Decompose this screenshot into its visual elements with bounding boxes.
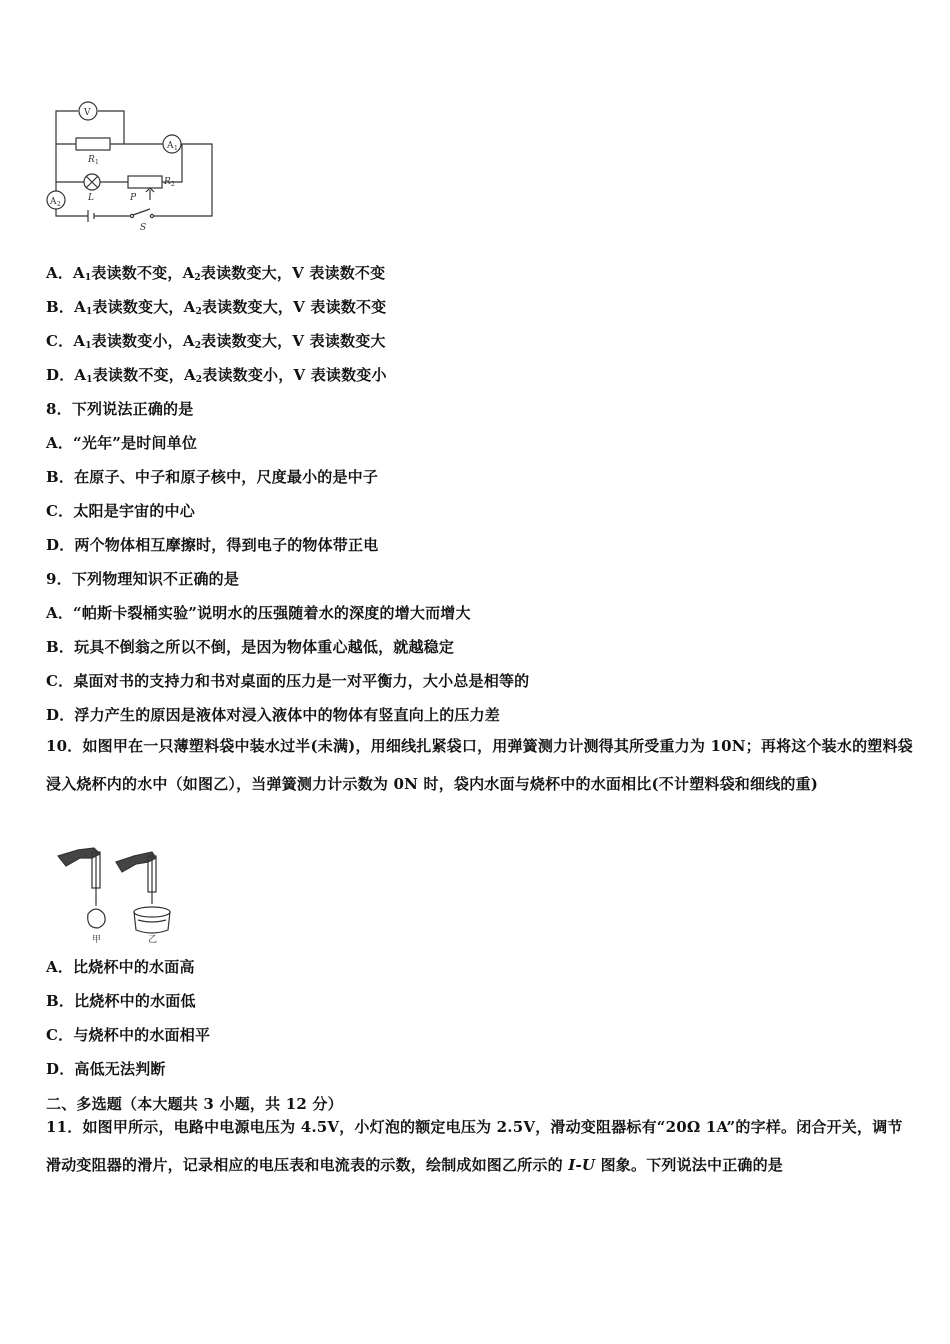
ammeter-a1-label: A [167, 141, 174, 151]
q7-option-d: D．$A_1$表读数不变，$A_2$表读数变小，V 表读数变小 [46, 366, 387, 385]
r2-sub: 2 [171, 181, 175, 188]
q8-option-d: D．两个物体相互摩擦时，得到电子的物体带正电 [46, 536, 379, 554]
q7-option-b: B．$A_1$表读数变大，$A_2$表读数变大，V 表读数不变 [46, 298, 387, 317]
q9-option-a: A．“帕斯卡裂桶实验”说明水的压强随着水的深度的增大而增大 [46, 604, 471, 622]
r1-label: R [88, 155, 95, 165]
q8-stem: 8．下列说法正确的是 [46, 400, 194, 418]
q11-stem: 11．如图甲所示，电路中电源电压为 4.5V，小灯泡的额定电压为 2.5V，滑动变阻器标有“20Ω 1A”的字样。闭合开关，调节滑动变阻器的滑片，记录相应的电压表和电流表的示数，绘制成如图乙所示的 I-U 图象。下列说法中正确的是 [46, 1118, 903, 1174]
slider-label: P [130, 193, 137, 203]
q7-option-a: A．$A_1$表读数不变，$A_2$表读数变大，V 表读数不变 [46, 264, 386, 283]
ammeter-a2-sub: 2 [57, 201, 61, 208]
spring-scale-figure [52, 842, 182, 946]
lamp-label: L [88, 193, 94, 203]
q9-option-b: B．玩具不倒翁之所以不倒，是因为物体重心越低，就越稳定 [46, 638, 455, 656]
q8-option-a: A．“光年”是时间单位 [46, 434, 198, 452]
figure-label-jia: 甲 [92, 935, 102, 945]
q10-stem: 10．如图甲在一只薄塑料袋中装水过半(未满)，用细线扎紧袋口，用弹簧测力计测得其所受重力为 10N；再将这个装水的塑料袋浸入烧杯内的水中（如图乙），当弹簧测力计示数为 0N 时，袋内水面与烧杯中的水面相比(不计塑料袋和细线的重) [46, 737, 913, 793]
q9-option-d: D．浮力产生的原因是液体对浸入液体中的物体有竖直向上的压力差 [46, 706, 501, 724]
q9-stem: 9．下列物理知识不正确的是 [46, 570, 240, 588]
q8-option-c: C．太阳是宇宙的中心 [46, 502, 195, 520]
q10-option-a: A．比烧杯中的水面高 [46, 958, 195, 976]
voltmeter-label: V [84, 108, 91, 118]
r1-sub: 1 [95, 159, 99, 166]
q10-option-d: D．高低无法判断 [46, 1060, 166, 1078]
q10-option-c: C．与烧杯中的水面相平 [46, 1026, 211, 1044]
ammeter-a1-sub: 1 [174, 145, 178, 152]
section-heading: 二、多选题（本大题共 3 小题，共 12 分） [46, 1095, 343, 1113]
figure-label-yi: 乙 [148, 935, 158, 945]
switch-label: S [140, 223, 147, 233]
r2-label: R [164, 177, 171, 187]
q10-option-b: B．比烧杯中的水面低 [46, 992, 196, 1010]
q7-option-c: C．$A_1$表读数变小，$A_2$表读数变大，V 表读数变大 [46, 332, 386, 351]
circuit-diagram [42, 96, 220, 234]
ammeter-a2-label: A [50, 197, 57, 207]
q9-option-c: C．桌面对书的支持力和书对桌面的压力是一对平衡力，大小总是相等的 [46, 672, 530, 690]
q8-option-b: B．在原子、中子和原子核中，尺度最小的是中子 [46, 468, 379, 486]
